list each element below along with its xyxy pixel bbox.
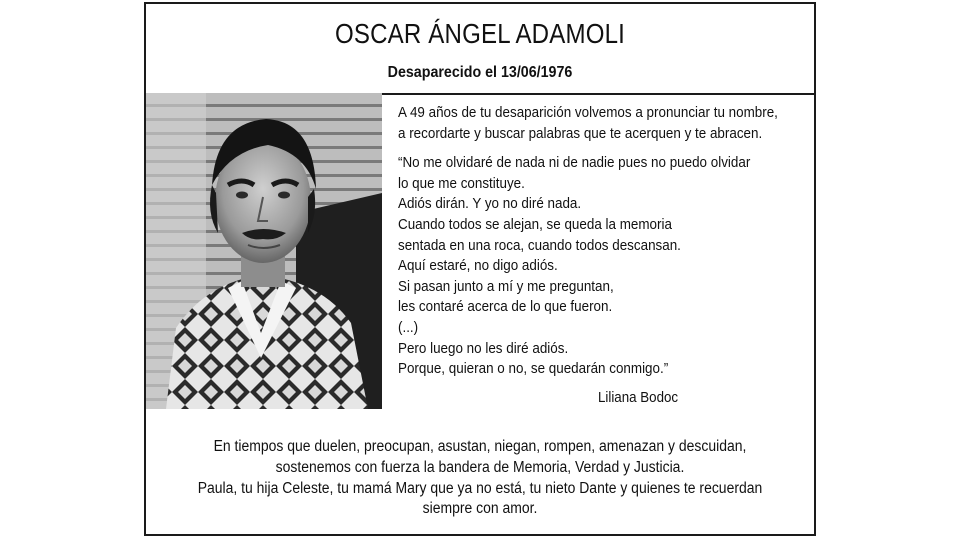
disappearance-date: Desaparecido el 13/06/1976: [387, 64, 573, 81]
body-text: [398, 103, 784, 380]
poem-line: sentada en una roca, cuando todos descansan.: [398, 237, 681, 254]
intro-paragraph: [398, 103, 784, 144]
poem-author: Liliana Bodoc: [598, 390, 679, 406]
closing-message: [146, 437, 814, 520]
closing-line: sostenemos con fuerza la bandera de Memoria, Verdad y Justicia.: [275, 458, 685, 476]
poem-line: Si pasan junto a mí y me preguntan,: [398, 278, 614, 295]
intro-line: a recordarte y buscar palabras que te acerquen y te abracen.: [398, 125, 763, 142]
poem-line: Cuando todos se alejan, se queda la memoria: [398, 216, 672, 233]
poem-line: Aquí estaré, no digo adiós.: [398, 258, 558, 275]
portrait-photo: [146, 93, 382, 409]
intro-line: A 49 años de tu desaparición volvemos a pronunciar tu nombre,: [398, 105, 778, 121]
poem-line: “No me olvidaré de nada ni de nadie pues no puedo olvidar: [398, 155, 751, 172]
closing-line: siempre con amor.: [422, 500, 538, 518]
person-name: OSCAR ÁNGEL ADAMOLI: [334, 18, 626, 49]
poem-line: lo que me constituye.: [398, 175, 525, 192]
poem-line: (...): [398, 319, 419, 336]
poem-quote: [398, 153, 784, 380]
poem-line: Pero luego no les diré adiós.: [398, 340, 569, 357]
closing-line: Paula, tu hija Celeste, tu mamá Mary que ya no está, tu nieto Dante y quienes te recuerdan: [197, 479, 763, 497]
poem-line: les contaré acerca de lo que fueron.: [398, 299, 613, 316]
notice-header: [146, 4, 814, 95]
memorial-notice: [144, 2, 816, 536]
closing-line: En tiempos que duelen, preocupan, asustan, niegan, rompen, amenazan y descuidan,: [213, 438, 747, 455]
poem-line: Adiós dirán. Y yo no diré nada.: [398, 196, 582, 213]
poem-line: Porque, quieran o no, se quedarán conmigo.”: [398, 361, 669, 378]
